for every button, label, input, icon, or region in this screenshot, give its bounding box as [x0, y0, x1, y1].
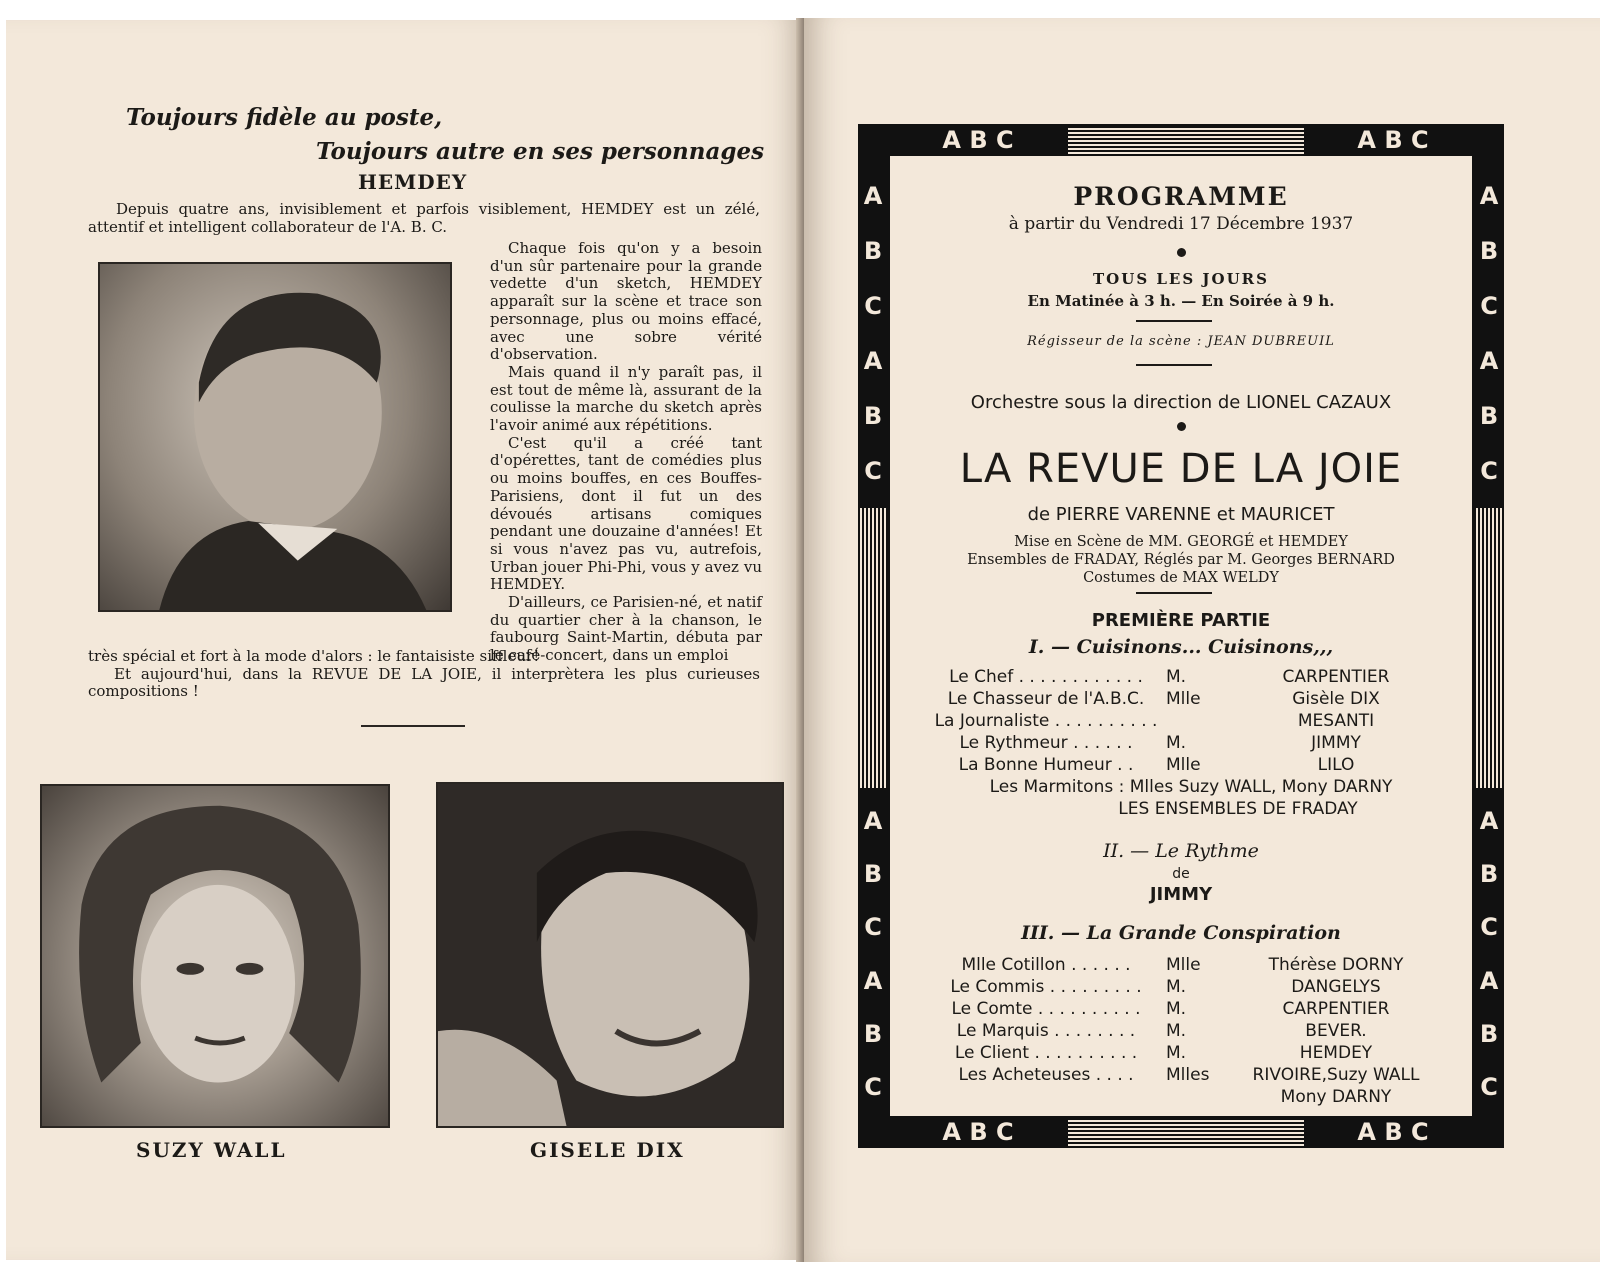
cast-role: Le Client . . . . . . . . . .: [954, 1043, 1138, 1063]
program-times: En Matinée à 3 h. — En Soirée à 9 h.: [1027, 292, 1335, 310]
intro-paragraph: Depuis quatre ans, invisiblement et parfois visiblement, HEMDEY est un zélé, attentif et intelligent collaborateur de l'A. B. C.: [88, 200, 760, 236]
side-paragraph: C'est qu'il a créé tant d'opérettes, tant de comédies plus ou moins bouffes, en ces Bouffes-Parisiens, dont il fut un des dévoués artisans comiques pendant une douzaine d'années! Et si vous n'avez pas vu, autrefois, Urban jouer Phi-Phi, vous y avez vu HEMDEY.: [490, 433, 762, 594]
rule: [1136, 364, 1212, 366]
stripes-left: [858, 508, 888, 788]
abc-vertical-left-top: [858, 168, 888, 498]
abc-letter: B: [1479, 236, 1499, 265]
cast-row: [926, 1020, 1456, 1042]
cast-actor: MESANTI: [1297, 711, 1375, 731]
cast-title: M.: [1166, 999, 1187, 1019]
cast-title: Mlle: [1166, 955, 1201, 975]
rule: [1136, 320, 1212, 322]
abc-banner-top-right: A B C: [1308, 126, 1478, 154]
bullet-dot: [1177, 422, 1186, 431]
cast-row: [926, 1042, 1456, 1064]
cast-actor: LILO: [1317, 755, 1355, 775]
side-paragraph: D'ailleurs, ce Parisien-né, et natif du quartier cher à la chanson, le faubourg Saint-Martin, débuta par le café-concert, dans un emploi: [490, 593, 762, 665]
cast-actor: RIVOIRE,Suzy WALL: [1252, 1065, 1420, 1085]
cast-row: [926, 1086, 1456, 1108]
abc-letter: B: [863, 1019, 883, 1048]
show-title: LA REVUE DE LA JOIE: [959, 446, 1403, 492]
abc-letter: C: [1480, 913, 1498, 942]
cast-title: Mlle: [1166, 689, 1201, 709]
section1-cast: [926, 666, 1456, 820]
bottom-text: [88, 648, 760, 701]
part-one-heading: PREMIÈRE PARTIE: [1091, 610, 1271, 631]
cast-role: Les Acheteuses . . . .: [958, 1065, 1134, 1085]
caption-gisele-dix: GISELE DIX: [530, 1138, 685, 1162]
cast-row: [926, 732, 1456, 754]
cast-row: [926, 976, 1456, 998]
cast-title: M.: [1166, 1043, 1187, 1063]
abc-letter: C: [864, 456, 882, 485]
abc-letter: B: [1479, 401, 1499, 430]
heading-line2: Toujours autre en ses personnages: [316, 138, 765, 165]
cast-role: La Journaliste . . . . . . . . . .: [934, 711, 1158, 731]
stripes-right: [1474, 508, 1504, 788]
cast-role: Le Comte . . . . . . . . . .: [951, 999, 1141, 1019]
abc-letter: B: [863, 236, 883, 265]
regisseur: Régisseur de la scène : JEAN DUBREUIL: [1027, 334, 1335, 349]
cast-row: [926, 666, 1456, 688]
cast-actor: HEMDEY: [1299, 1043, 1373, 1063]
abc-banner-bottom-right: A B C: [1308, 1118, 1478, 1146]
cast-actor: Mony DARNY: [1280, 1087, 1392, 1107]
cast-title: M.: [1166, 667, 1187, 687]
abc-letter: C: [1480, 456, 1498, 485]
suzy-wall-photo: [40, 784, 390, 1128]
cast-actor: CARPENTIER: [1282, 999, 1390, 1019]
program-date: à partir du Vendredi 17 Décembre 1937: [1008, 214, 1354, 234]
cast-actor: DANGELYS: [1291, 977, 1381, 997]
abc-letter: C: [1480, 291, 1498, 320]
cast-role: Le Commis . . . . . . . . .: [950, 977, 1142, 997]
cast-title: M.: [1166, 977, 1187, 997]
abc-vertical-right-top: [1474, 168, 1504, 498]
orchestra: Orchestre sous la direction de LIONEL CAZAUX: [970, 392, 1392, 413]
credit-line: Mise en Scène de MM. GEORGÉ et HEMDEY: [1014, 534, 1348, 550]
abc-letter: B: [1479, 859, 1499, 888]
cast-title: Mlles: [1166, 1065, 1210, 1085]
heading-name: HEMDEY: [358, 170, 468, 194]
abc-letter: A: [863, 806, 883, 835]
cast-row: [926, 688, 1456, 710]
left-page: [6, 20, 804, 1260]
abc-banner-bottom-left: A B C: [898, 1118, 1058, 1146]
cast-title: [1166, 710, 1216, 732]
section2-name: JIMMY: [1149, 884, 1213, 905]
section3-cast: [926, 954, 1456, 1108]
abc-letter: C: [864, 913, 882, 942]
abc-letter: A: [863, 966, 883, 995]
abc-letter: A: [1479, 346, 1499, 375]
cast-actor: Gisèle DIX: [1292, 689, 1380, 709]
cast-role: Le Chasseur de l'A.B.C.: [947, 689, 1145, 709]
cast-row: [926, 1064, 1456, 1086]
show-authors: de PIERRE VARENNE et MAURICET: [1027, 504, 1335, 525]
stripes-top: [1068, 126, 1304, 154]
abc-banner-top-left: A B C: [898, 126, 1058, 154]
cast-row: [926, 710, 1456, 732]
divider: [361, 725, 465, 727]
program-title: PROGRAMME: [1073, 182, 1289, 211]
abc-letter: A: [1479, 181, 1499, 210]
cast-role: La Bonne Humeur . .: [958, 755, 1134, 775]
abc-letter: B: [863, 401, 883, 430]
right-page: [804, 18, 1600, 1262]
abc-vertical-left-bottom: [858, 794, 888, 1114]
cast-role: Mlle Cotillon . . . . . .: [961, 955, 1131, 975]
section1-title: I. — Cuisinons... Cuisinons,,,: [1028, 636, 1334, 658]
cast-title: M.: [1166, 1021, 1187, 1041]
bottom-paragraph: Et aujourd'hui, dans la REVUE DE LA JOIE, il interprètera les plus curieuses compositions !: [88, 664, 760, 701]
abc-letter: C: [1480, 1073, 1498, 1102]
abc-letter: A: [1479, 806, 1499, 835]
program-days: TOUS LES JOURS: [1093, 270, 1269, 288]
cast-role: Le Marquis . . . . . . . .: [956, 1021, 1136, 1041]
side-paragraph: Chaque fois qu'on y a besoin d'un sûr partenaire pour la grande vedette d'un sketch, HEMDEY apparaît sur la scène et trace son personnage, plus ou moins effacé, avec une sobre vérité d'observation.: [490, 239, 762, 364]
section2-de: de: [1172, 866, 1190, 882]
abc-letter: B: [863, 859, 883, 888]
cast-actor: CARPENTIER: [1282, 667, 1390, 687]
heading-line1: Toujours fidèle au poste,: [126, 104, 443, 131]
abc-vertical-right-bottom: [1474, 794, 1504, 1114]
abc-letter: C: [864, 291, 882, 320]
ensembles-line: LES ENSEMBLES DE FRADAY: [1118, 799, 1358, 819]
abc-letter: B: [1479, 1019, 1499, 1048]
credit-line: Ensembles de FRADAY, Réglés par M. Georges BERNARD: [967, 552, 1395, 568]
abc-letter: A: [1479, 966, 1499, 995]
cast-row: [926, 954, 1456, 976]
cast-row: [926, 754, 1456, 776]
cast-title: Mlle: [1166, 755, 1201, 775]
bottom-continuation: très spécial et fort à la mode d'alors : le fantaisiste siffleur!: [88, 647, 540, 665]
caption-suzy-wall: SUZY WALL: [136, 1138, 287, 1162]
abc-letter: C: [864, 1073, 882, 1102]
stripes-bottom: [1068, 1118, 1304, 1146]
cast-title: M.: [1166, 733, 1187, 753]
gisele-dix-photo: [436, 782, 784, 1128]
cast-row: [926, 998, 1456, 1020]
cast-actor: Thérèse DORNY: [1268, 955, 1404, 975]
cast-role: Le Rythmeur . . . . . .: [959, 733, 1133, 753]
hemdey-photo: [98, 262, 452, 612]
abc-letter: A: [863, 346, 883, 375]
section3-title: III. — La Grande Conspiration: [1021, 922, 1341, 944]
cast-actor: JIMMY: [1311, 733, 1361, 753]
section2-title: II. — Le Rythme: [1103, 840, 1259, 862]
bullet-dot: [1177, 248, 1186, 257]
cast-role: Le Chef . . . . . . . . . . . .: [949, 667, 1143, 687]
credit-line: Costumes de MAX WELDY: [1083, 570, 1279, 586]
cast-actor: BEVER.: [1305, 1021, 1367, 1041]
side-column: [490, 240, 762, 665]
marmitons-line: Les Marmitons : Mlles Suzy WALL, Mony DARNY: [989, 777, 1393, 797]
abc-letter: A: [863, 181, 883, 210]
rule: [1136, 592, 1212, 594]
side-paragraph: Mais quand il n'y paraît pas, il est tout de même là, assurant de la coulisse la marche du sketch après l'avoir animé aux répétitions.: [490, 362, 762, 435]
